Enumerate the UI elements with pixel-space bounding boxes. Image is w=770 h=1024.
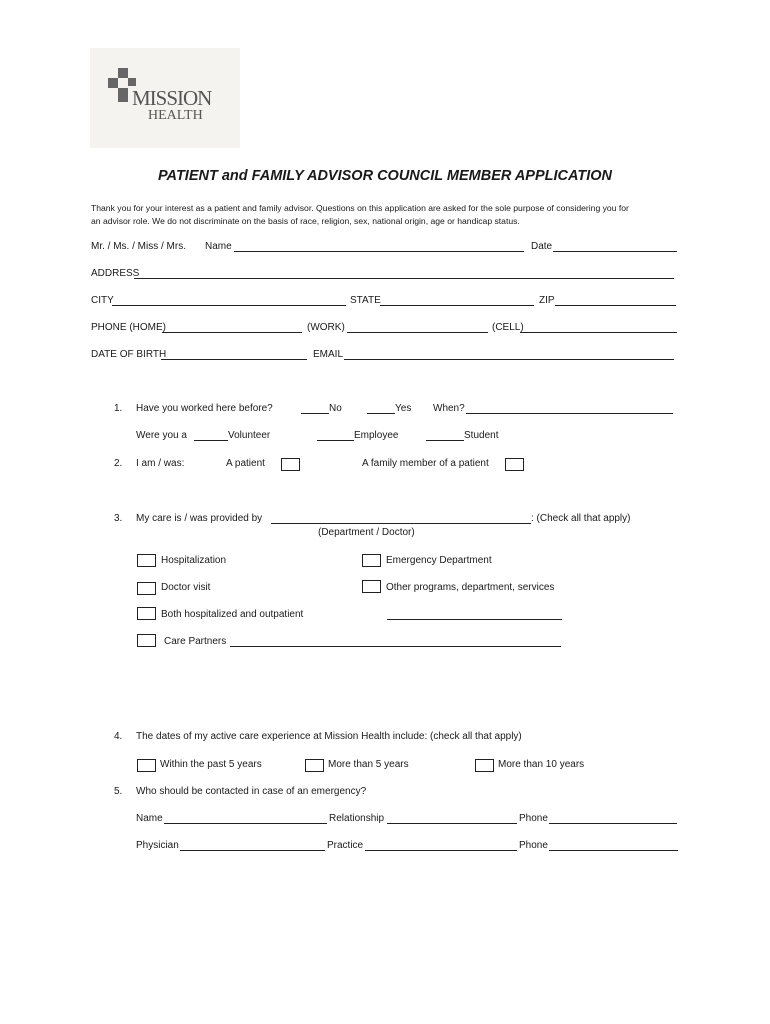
cell-label: (CELL)	[492, 322, 524, 333]
q5-phone-label: Phone	[519, 813, 548, 824]
name-input-line[interactable]	[234, 251, 524, 252]
q1-yes-line[interactable]	[367, 413, 395, 414]
state-label: STATE	[350, 295, 381, 306]
city-label: CITY	[91, 295, 114, 306]
q3-label: My care is / was provided by	[136, 513, 263, 524]
q5-phone2-input-line[interactable]	[549, 850, 678, 851]
q1-student-label: Student	[464, 430, 499, 441]
q4-number: 4.	[114, 731, 123, 742]
q1-employee-label: Employee	[354, 430, 399, 441]
q5-name-input-line[interactable]	[164, 823, 327, 824]
q4-past5-checkbox[interactable]	[137, 759, 156, 772]
q4-past5-label: Within the past 5 years	[160, 759, 262, 770]
salutation-label: Mr. / Ms. / Miss / Mrs.	[91, 241, 186, 252]
q1-no-line[interactable]	[301, 413, 329, 414]
q3-other-label: Other programs, department, services	[386, 582, 555, 593]
q3-hospitalization-checkbox[interactable]	[137, 554, 156, 567]
q3-emergency-checkbox[interactable]	[362, 554, 381, 567]
q5-phone2-label: Phone	[519, 840, 548, 851]
email-input-line[interactable]	[344, 359, 674, 360]
q1-yes-label: Yes	[395, 403, 412, 414]
logo-health: HEALTH	[148, 108, 203, 123]
q3-sub-label: (Department / Doctor)	[318, 527, 415, 538]
q1-no-label: No	[329, 403, 342, 414]
q3-doctor-checkbox[interactable]	[137, 582, 156, 595]
name-label: Name	[205, 241, 232, 252]
q1-when-input-line[interactable]	[466, 413, 673, 414]
address-label: ADDRESS	[91, 268, 140, 279]
q3-partners-label: Care Partners	[164, 636, 227, 647]
q5-physician-input-line[interactable]	[180, 850, 325, 851]
zip-label: ZIP	[539, 295, 555, 306]
address-input-line[interactable]	[134, 278, 674, 279]
q1-when-label: When?	[433, 403, 465, 414]
q3-emergency-label: Emergency Department	[386, 555, 492, 566]
q5-phone-input-line[interactable]	[549, 823, 677, 824]
q1-number: 1.	[114, 403, 123, 414]
q4-more10-label: More than 10 years	[498, 759, 585, 770]
date-input-line[interactable]	[553, 251, 677, 252]
state-input-line[interactable]	[380, 305, 534, 306]
q1-volunteer-line[interactable]	[194, 440, 228, 441]
q1-employee-line[interactable]	[317, 440, 354, 441]
q3-other-input-line[interactable]	[387, 619, 562, 620]
intro-line-2: an advisor role. We do not discriminate on the basis of race, religion, sex, national origin, age or handicap status.	[91, 216, 520, 226]
q3-doctor-label: Doctor visit	[161, 582, 211, 593]
q3-partners-input-line[interactable]	[230, 646, 561, 647]
q4-more5-checkbox[interactable]	[305, 759, 324, 772]
q3-other-checkbox[interactable]	[362, 580, 381, 593]
logo-mission: MISSION	[132, 86, 212, 110]
zip-input-line[interactable]	[555, 305, 676, 306]
q4-label: The dates of my active care experience at Mission Health include: (check all that apply)	[136, 731, 522, 742]
q3-number: 3.	[114, 513, 123, 524]
email-label: EMAIL	[313, 349, 344, 360]
dob-label: DATE OF BIRTH	[91, 349, 167, 360]
q1-question: Have you worked here before?	[136, 403, 273, 414]
q2-family-label: A family member of a patient	[362, 458, 489, 469]
q5-physician-label: Physician	[136, 840, 179, 851]
q3-partners-checkbox[interactable]	[137, 634, 156, 647]
q5-relationship-input-line[interactable]	[387, 823, 517, 824]
q5-practice-input-line[interactable]	[365, 850, 517, 851]
q1-student-line[interactable]	[426, 440, 464, 441]
q4-more5-label: More than 5 years	[328, 759, 409, 770]
q5-number: 5.	[114, 786, 123, 797]
q3-both-checkbox[interactable]	[137, 607, 156, 620]
phone-home-input-line[interactable]	[162, 332, 302, 333]
q5-label: Who should be contacted in case of an emergency?	[136, 786, 367, 797]
q2-number: 2.	[114, 458, 123, 469]
dob-input-line[interactable]	[161, 359, 307, 360]
logo	[90, 48, 240, 148]
q5-relationship-label: Relationship	[329, 813, 385, 824]
intro-line-1: Thank you for your interest as a patient and family advisor. Questions on this application are asked for the sole purpose of considering you for	[91, 203, 629, 213]
cell-input-line[interactable]	[520, 332, 677, 333]
q1-volunteer-label: Volunteer	[228, 430, 271, 441]
q2-label: I am / was:	[136, 458, 185, 469]
q5-practice-label: Practice	[327, 840, 364, 851]
q3-hospitalization-label: Hospitalization	[161, 555, 227, 566]
q2-patient-checkbox[interactable]	[281, 458, 300, 471]
q3-provider-input-line[interactable]	[271, 523, 531, 524]
phone-home-label: PHONE (HOME)	[91, 322, 166, 333]
q3-both-label: Both hospitalized and outpatient	[161, 609, 304, 620]
q4-more10-checkbox[interactable]	[475, 759, 494, 772]
q3-check-all: : (Check all that apply)	[531, 513, 631, 524]
page-title: PATIENT and FAMILY ADVISOR COUNCIL MEMBER APPLICATION	[157, 168, 613, 184]
q2-family-checkbox[interactable]	[505, 458, 524, 471]
q5-name-label: Name	[136, 813, 163, 824]
date-label: Date	[531, 241, 553, 252]
q1-were-label: Were you a	[136, 430, 187, 441]
city-input-line[interactable]	[112, 305, 346, 306]
work-input-line[interactable]	[347, 332, 488, 333]
q2-patient-label: A patient	[226, 458, 265, 469]
work-label: (WORK)	[307, 322, 345, 333]
